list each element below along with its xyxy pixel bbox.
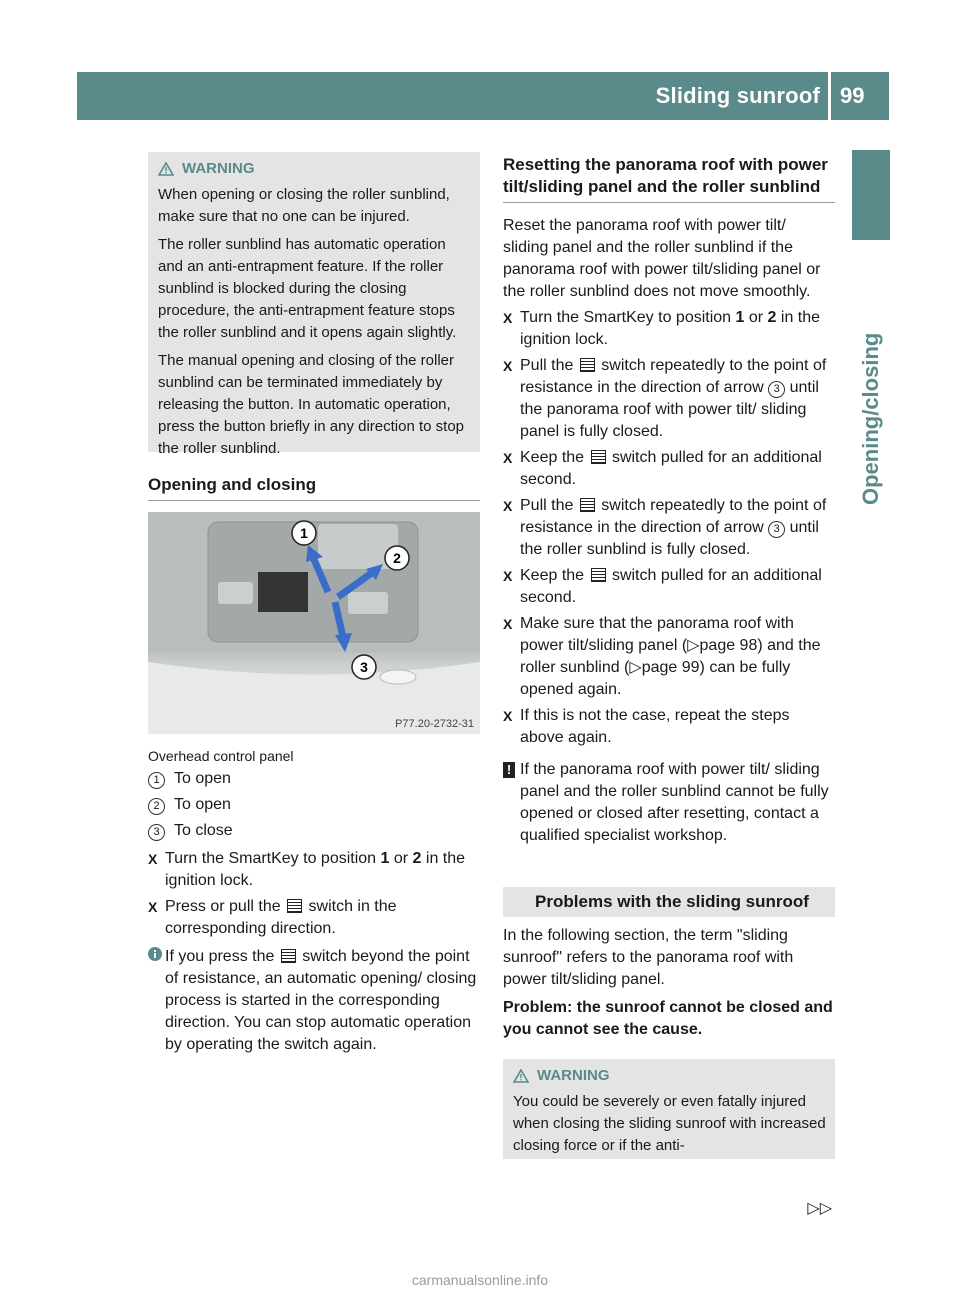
warning-triangle-icon xyxy=(158,162,174,176)
control-panel-illustration xyxy=(148,512,480,734)
warning-box xyxy=(503,1059,835,1159)
exclamation-icon: ! xyxy=(503,762,515,778)
switch-icon xyxy=(287,899,302,913)
info-icon xyxy=(148,947,162,961)
legend-item: 2 To open xyxy=(148,792,480,818)
warning-text: You could be severely or even fatally injured when closing the sliding sunroof with increased closing force or if the anti- xyxy=(513,1093,826,1154)
section-heading-problems: Problems with the sliding sunroof xyxy=(503,887,835,917)
warning-text-1: When opening or closing the roller sunblind, make sure that no one can be injured. xyxy=(158,186,450,225)
page-reference-link[interactable]: page 99) can be fully opened again. xyxy=(520,659,791,698)
page-title: Sliding sunroof xyxy=(655,83,820,108)
warning-text-3: The manual opening and closing of the roller sunblind can be terminated immediately by releasing the button. In automatic operation, press the button briefly in any direction to stop the roller sunblind. xyxy=(158,352,465,457)
side-tab-marker xyxy=(852,150,890,240)
step-marker-icon: X xyxy=(503,708,513,724)
step-marker-icon: X xyxy=(503,310,513,326)
warning-heading: WARNING xyxy=(513,1065,827,1087)
instruction-step: X Turn the SmartKey to position 1 or 2 in the ignition lock. xyxy=(148,848,480,892)
info-note: If you press the switch beyond the point of resistance, an automatic opening/ closing process is started in the corresponding direction. You can stop automatic operation by operating the switch again. xyxy=(148,946,480,1056)
page-ref-arrow-icon: ▷ xyxy=(687,637,700,654)
warning-text-2: The roller sunblind has automatic operation and an anti-entrapment feature. If the roller sunblind is blocked during the closing procedure, the anti-entrapment feature stops the roller sunblind and it opens again slightly. xyxy=(158,236,457,341)
page-reference-link[interactable]: page 98) and the roller sunblind ( xyxy=(520,637,821,676)
marker-2: 2 xyxy=(393,550,401,566)
warning-triangle-icon xyxy=(513,1069,529,1083)
problem-heading: Problem: the sunroof cannot be closed and you cannot see the cause. xyxy=(503,999,833,1038)
header-separator xyxy=(828,72,831,120)
step-marker-icon: X xyxy=(503,498,513,514)
left-column xyxy=(148,152,480,1056)
marker-3: 3 xyxy=(360,659,368,675)
figure-code: P77.20-2732-31 xyxy=(395,718,474,730)
step-marker-icon: X xyxy=(148,899,158,915)
instruction-step: X If this is not the case, repeat the steps above again. xyxy=(503,705,835,749)
page-number: 99 xyxy=(840,83,865,108)
section-heading-opening-closing: Opening and closing xyxy=(148,474,480,501)
warning-box xyxy=(148,152,480,457)
step-marker-icon: X xyxy=(503,616,513,632)
step-marker-icon: X xyxy=(503,358,513,374)
page-ref-arrow-icon: ▷ xyxy=(629,659,642,676)
caution-note: ! If the panorama roof with power tilt/ sliding panel and the roller sunblind cannot be fully opened or closed after resetting, contact a qualified specialist workshop. xyxy=(503,759,835,847)
step-marker-icon: X xyxy=(148,851,158,867)
footer-watermark: carmanualsonline.info xyxy=(411,1272,549,1288)
instruction-step: X Keep the switch pulled for an additional second. xyxy=(503,447,835,491)
switch-icon xyxy=(591,450,606,464)
warning-heading: WARNING xyxy=(158,158,472,180)
instruction-step: X Press or pull the switch in the corresponding direction. xyxy=(148,896,480,940)
continue-arrows-icon: ▷▷ xyxy=(807,1200,832,1217)
step-marker-icon: X xyxy=(503,568,513,584)
switch-icon xyxy=(281,949,296,963)
figure-caption: Overhead control panel xyxy=(148,748,294,764)
side-tab-label: Opening/closing xyxy=(858,332,883,505)
instruction-step: X Make sure that the panorama roof with power tilt/sliding panel (▷page 98) and the roller sunblind (▷page 99) can be fully opened again. xyxy=(503,613,835,701)
switch-icon xyxy=(580,498,595,512)
legend-item: 3 To close xyxy=(148,818,480,844)
section-heading-resetting: Resetting the panorama roof with power tilt/sliding panel and the roller sunblind xyxy=(503,154,835,203)
step-marker-icon: X xyxy=(503,450,513,466)
instruction-step: X Pull the switch repeatedly to the point of resistance in the direction of arrow 3 until the panorama roof with power tilt/ sliding panel is fully closed. xyxy=(503,355,835,443)
switch-icon xyxy=(591,568,606,582)
reset-intro: Reset the panorama roof with power tilt/ sliding panel and the roller sunblind if the panorama roof with power tilt/sliding panel or the roller sunblind does not move smoothly. xyxy=(503,217,821,300)
marker-1: 1 xyxy=(300,525,308,541)
overhead-control-panel-image xyxy=(148,512,480,734)
legend-item: 1 To open xyxy=(148,766,480,792)
problems-intro: In the following section, the term "sliding sunroof" refers to the panorama roof with power tilt/sliding panel. xyxy=(503,927,794,988)
instruction-step: X Keep the switch pulled for an additional second. xyxy=(503,565,835,609)
instruction-step: X Turn the SmartKey to position 1 or 2 in the ignition lock. xyxy=(503,307,835,351)
instruction-step: X Pull the switch repeatedly to the point of resistance in the direction of arrow 3 until the roller sunblind is fully closed. xyxy=(503,495,835,561)
right-column xyxy=(503,154,835,1159)
switch-icon xyxy=(580,358,595,372)
